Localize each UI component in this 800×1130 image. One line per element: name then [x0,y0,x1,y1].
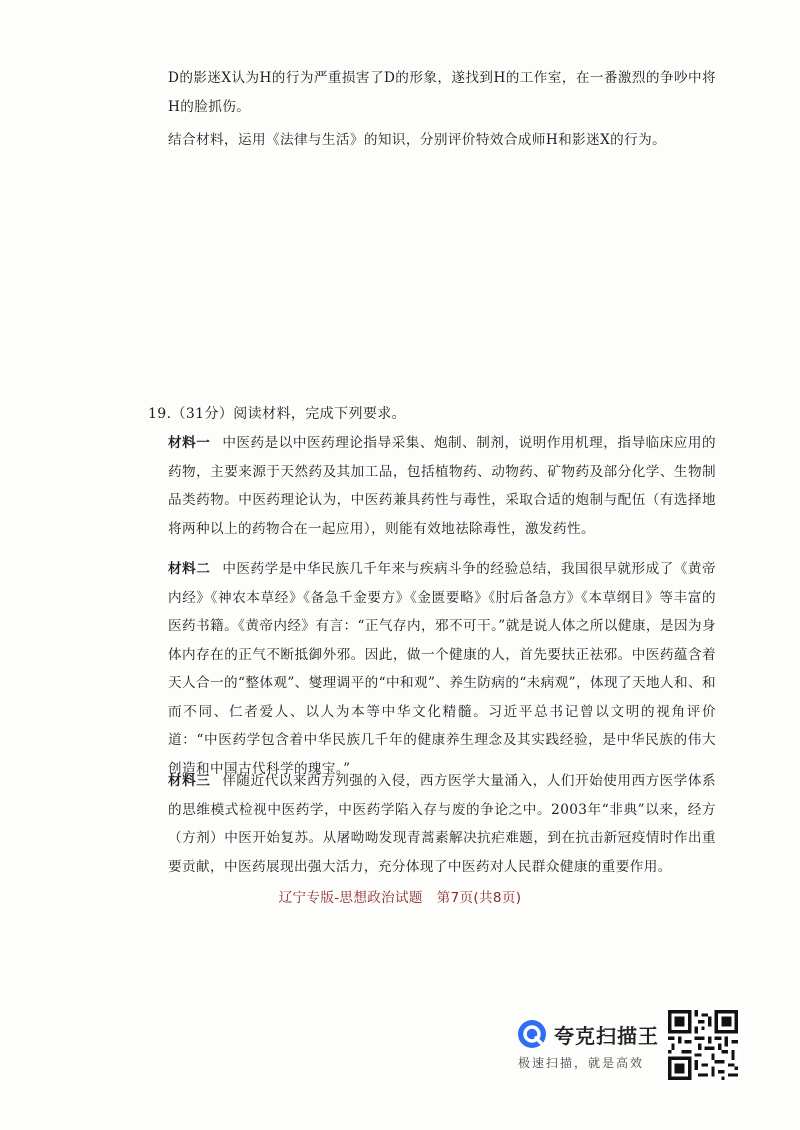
question-18-intro: D的影迷X认为H的行为严重损害了D的形象，遂找到H的工作室，在一番激烈的争吵中将H的脸抓伤。 [168,70,716,115]
scanner-brand: 夸克扫描王 [554,1024,659,1048]
material-1 [168,429,716,543]
material-2-text: 中医药学是中华民族几千年来与疾病斗争的经验总结，我国很早就形成了《黄帝内经》《神农本草经》《备急千金要方》《金匮要略》《肘后备急方》《本草纲目》等丰富的医药书籍。《黄帝内经》有言：“正气存内，邪不可干。”就是说人体之所以健康，是因为身体内存在的正气不断抵御外邪。因此，做一个健康的人，首先要扶正祛邪。中医药蕴含着天人合一的“整体观”、燮理调平的“中和观”、养生防病的“未病观”，体现了天地人和、和而不同、仁者爱人、以人为本等中华文化精髓。习近平总书记曾以文明的视角评价道：“中医药学包含着中华民族几千年的健康养生理念及其实践经验，是中华民族的伟大创造和中国古代科学的瑰宝。” [168,561,716,777]
material-3 [168,767,716,881]
material-3-label: 材料三 [168,773,211,789]
question-19-heading: 19.（31分）阅读材料，完成下列要求。 [148,406,407,422]
material-3-text: 伴随近代以来西方列强的入侵，西方医学大量涌入，人们开始使用西方医学体系的思维模式检视中医药学，中医药学陷入存与废的争论之中。2003年“非典”以来，经方（方剂）中医开始复苏。从屠呦呦发现青蒿素解决抗疟难题，到在抗击新冠疫情时作出重要贡献，中医药展现出强大活力，充分体现了中医药对人民群众健康的重要作用。 [168,773,716,875]
scanner-watermark [516,1012,666,1072]
question-18-prompt: 结合材料，运用《法律与生活》的知识，分别评价特效合成师H和影迷X的行为。 [168,132,667,148]
material-1-text: 中医药是以中医药理论指导采集、炮制、制剂，说明作用机理，指导临床应用的药物，主要来源于天然药及其加工品，包括植物药、动物药、矿物药及部分化学、生物制品类药物。中医药理论认为，中医药兼具药性与毒性，采取合适的炮制与配伍（有选择地将两种以上的药物合在一起应用），则能有效地祛除毒性，激发药性。 [168,435,716,537]
material-1-label: 材料一 [168,435,211,451]
material-2 [168,555,716,783]
scanner-slogan: 极速扫描，就是高效 [518,1056,645,1070]
qr-code-icon [668,1010,738,1080]
material-2-label: 材料二 [168,561,211,577]
page-footer: 辽宁专版-思想政治试题 第7页(共8页) [278,890,522,906]
quark-logo-icon [516,1018,548,1050]
